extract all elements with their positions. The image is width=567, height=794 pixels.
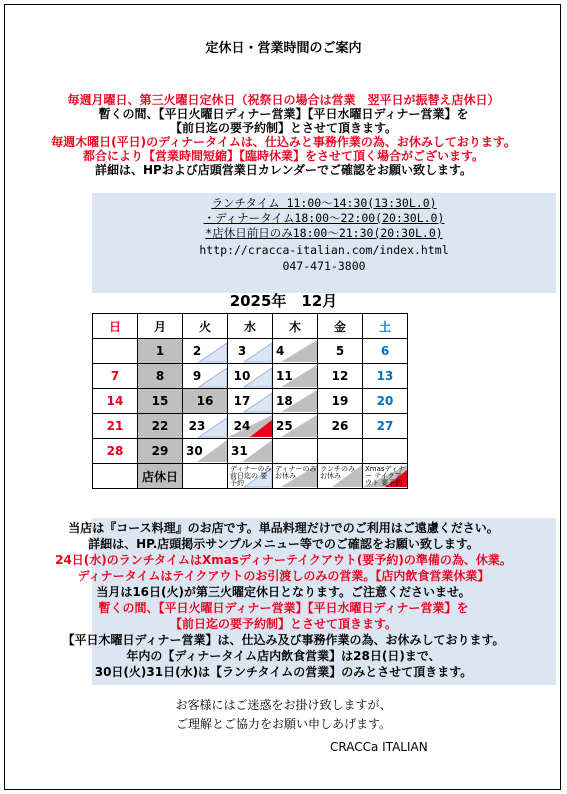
legend-lunch-closed: ランチのみ お休み xyxy=(318,464,363,489)
day-cell-xmas: 24 xyxy=(228,414,273,439)
day-cell-dinner-reserve: 10 xyxy=(228,364,273,389)
intro-line-2: 暫くの間、【平日火曜日ディナー営業】【平日水曜日ディナー営業】を xyxy=(98,107,469,121)
day-cell-dinner-closed: 25 xyxy=(273,414,318,439)
day-cell-sun: 7 xyxy=(93,364,138,389)
day-cell-closed: 8 xyxy=(138,364,183,389)
legend-xmas: Xmasディナー テイクアウト 要予約 xyxy=(363,464,408,489)
legend-spacer xyxy=(93,464,138,489)
intro-line-5: 都合により【営業時間短縮】【臨時休業】をさせて頂く場合がございます。 xyxy=(82,149,485,163)
notice-line-10: 30日(火)31日(水)は【ランチタイムの営業】のみとさせて頂きます。 xyxy=(94,665,473,679)
notice-line-6: 暫くの間、【平日火曜日ディナー営業】【平日水曜日ディナー営業】を xyxy=(98,601,469,615)
day-cell-sun: 14 xyxy=(93,389,138,414)
day-cell-dinner-closed: 18 xyxy=(273,389,318,414)
notice-line-3: 24日(水)のランチタイムはXmasディナーテイクアウト(要予約)の準備の為、休業。 xyxy=(55,553,512,567)
weekday-sun: 日 xyxy=(93,314,138,339)
intro-line-4: 毎週木曜日(平日)のディナータイムは、仕込みと事務作業の為、お休みしております。 xyxy=(51,135,516,149)
legend-closed: 店休日 xyxy=(138,464,183,489)
dinner-hours: ・ディナータイム18:00～22:00(20:30L.0) xyxy=(203,211,445,225)
day-cell-sat: 20 xyxy=(363,389,408,414)
intro-line-3: 【前日迄の要予約制】とさせて頂きます。 xyxy=(169,121,398,135)
day-cell-empty xyxy=(93,339,138,364)
legend-dinner-closed: ディナーのみ お休み xyxy=(273,464,318,489)
day-cell-dinner-reserve: 9 xyxy=(183,364,228,389)
legend-blank xyxy=(183,464,228,489)
day-cell-sat: 6 xyxy=(363,339,408,364)
day-cell-dinner-closed: 4 xyxy=(273,339,318,364)
weekday-thu: 木 xyxy=(273,314,318,339)
day-cell-sun: 28 xyxy=(93,439,138,464)
signature: CRACCa ITALIAN xyxy=(330,740,428,754)
day-cell-empty xyxy=(318,439,363,464)
day-cell-empty xyxy=(363,439,408,464)
phone-number: 047-471-3800 xyxy=(282,259,366,273)
day-cell-dinner-reserve: 23 xyxy=(183,414,228,439)
page-title: 定休日・営業時間のご案内 xyxy=(205,41,362,56)
intro-line-1: 毎週月曜日、第三火曜日定休日（祝祭日の場合は営業 翌平日が振替え店休日） xyxy=(67,93,500,107)
website-link[interactable]: http://cracca-italian.com/index.html xyxy=(199,243,449,257)
weekday-tue: 火 xyxy=(183,314,228,339)
notice-line-2: 詳細は、HP.店頭掲示サンプルメニュー等でのご確認をお願い致します。 xyxy=(88,537,479,551)
notice-line-7: 【前日迄の要予約制】とさせて頂きます。 xyxy=(169,617,398,631)
calendar-month: 2025年 12月 xyxy=(229,292,338,310)
day-cell-closed: 15 xyxy=(138,389,183,414)
day-cell-lunch-only: 31 xyxy=(228,439,273,464)
weekday-fri: 金 xyxy=(318,314,363,339)
day-cell-dinner-reserve: 17 xyxy=(228,389,273,414)
day-cell: 19 xyxy=(318,389,363,414)
day-cell-lunch-only: 30 xyxy=(183,439,228,464)
day-cell-dinner-closed: 11 xyxy=(273,364,318,389)
day-cell-closed: 16 xyxy=(183,389,228,414)
day-cell: 5 xyxy=(318,339,363,364)
day-cell-closed: 29 xyxy=(138,439,183,464)
day-cell-empty xyxy=(273,439,318,464)
closing-line-2: ご理解とご協力をお願い申しあげます。 xyxy=(175,717,392,731)
notice-line-8: 【平日木曜日ディナー営業】は、仕込み及び事務作業の為、お休みしております。 xyxy=(62,633,505,647)
intro-line-6: 詳細は、HPおよび店頭営業日カレンダーでご確認をお願い致します。 xyxy=(94,163,473,177)
day-cell-dinner-reserve: 2 xyxy=(183,339,228,364)
day-cell-sat: 13 xyxy=(363,364,408,389)
notice-line-4: ディナータイムはテイクアウトのお引渡しのみの営業。【店内飲食営業休業】 xyxy=(77,569,490,583)
day-cell-closed: 22 xyxy=(138,414,183,439)
notice-line-1: 当店は『コース料理』のお店です。単品料理だけでのご利用はご遠慮ください。 xyxy=(68,521,499,535)
day-cell-sat: 27 xyxy=(363,414,408,439)
day-cell: 12 xyxy=(318,364,363,389)
day-cell: 26 xyxy=(318,414,363,439)
weekday-wed: 水 xyxy=(228,314,273,339)
weekday-mon: 月 xyxy=(138,314,183,339)
weekday-sat: 土 xyxy=(363,314,408,339)
calendar-grid xyxy=(92,313,408,489)
eve-hours: *店休日前日のみ18:00～21:30(20:30L.0) xyxy=(205,226,443,240)
notice-line-5: 当月は16日(火)が第三火曜定休日となります。ご注意くださいませ。 xyxy=(96,585,471,599)
legend-dinner-reserve: ディナーのみ 前日迄の 要予約 xyxy=(228,464,273,489)
closing-line-1: お客様にはご迷惑をお掛け致しますが、 xyxy=(175,698,392,712)
day-cell-closed: 1 xyxy=(138,339,183,364)
lunch-hours: ランチタイム 11:00～14:30(13:30L.0) xyxy=(211,196,437,210)
day-cell-dinner-reserve: 3 xyxy=(228,339,273,364)
notice-line-9: 年内の【ディナータイム店内飲食営業】は28日(日)まで、 xyxy=(126,649,441,663)
day-cell-sun: 21 xyxy=(93,414,138,439)
